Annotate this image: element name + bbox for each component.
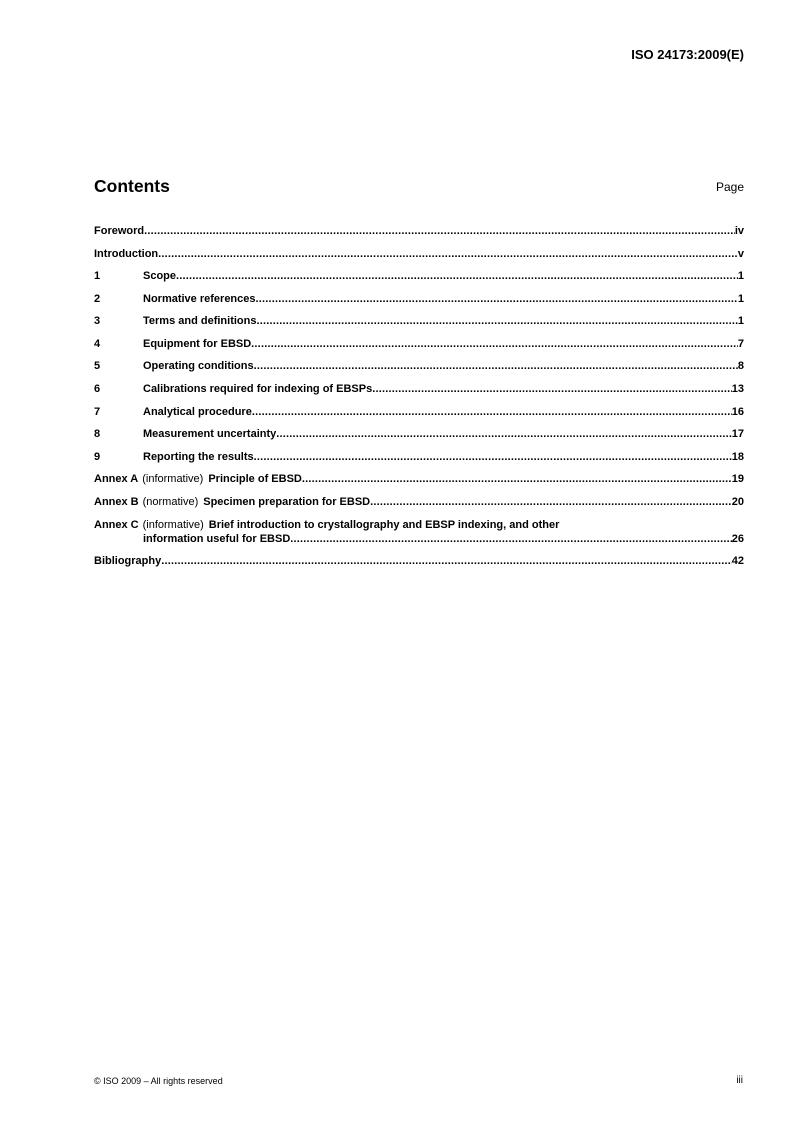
- leader-dots: [370, 496, 732, 508]
- leader-dots: [256, 293, 738, 305]
- toc-entry-page: 1: [737, 270, 744, 283]
- toc-entry-page: 18: [731, 450, 744, 463]
- toc-entry-number: 5: [94, 360, 101, 373]
- toc-entry-number: 1: [94, 270, 101, 283]
- leader-dots: [144, 225, 735, 237]
- toc-entry-title: Foreword: [94, 225, 145, 237]
- leader-dots: [251, 338, 738, 350]
- toc-entry-page: 1: [737, 292, 744, 305]
- leader-dots: [372, 383, 732, 395]
- toc-entry-bibliography[interactable]: [94, 555, 744, 567]
- toc-entry-number: 7: [94, 405, 101, 418]
- toc-entry-number: 9: [94, 450, 101, 463]
- leader-dots: [254, 360, 738, 372]
- annex-label: Annex B: [94, 495, 139, 508]
- toc-entry-number: 3: [94, 315, 101, 328]
- toc-entry-title: Scope: [143, 270, 177, 283]
- toc-entry-annex-a[interactable]: [94, 473, 744, 485]
- annex-type: (informative): [142, 518, 204, 531]
- leader-dots: [252, 406, 732, 418]
- toc-entry-title: Introduction: [94, 247, 159, 260]
- toc-entry-introduction[interactable]: [94, 248, 744, 260]
- toc-entry-title: [94, 496, 370, 508]
- toc-entry-title: Normative references: [143, 292, 256, 305]
- annex-label: Annex C: [94, 518, 139, 531]
- annex-title: Principle of EBSD: [208, 473, 302, 486]
- toc-entry-page: 19: [731, 473, 744, 486]
- toc-entry-annex-c[interactable]: [94, 519, 744, 546]
- annex-title-line1: Brief introduction to crystallography and EBSP indexing, and other: [208, 518, 560, 531]
- toc-entry-reporting-results[interactable]: [94, 451, 744, 463]
- toc-entry-page: 13: [731, 383, 744, 396]
- annex-c-first-line: [94, 519, 744, 531]
- footer-page-number: iii: [736, 1075, 743, 1086]
- toc-entry-title: Operating conditions: [143, 360, 254, 373]
- toc-entry-page: 42: [731, 555, 744, 568]
- toc-entry-calibrations[interactable]: [94, 383, 744, 395]
- toc-entry-number: 8: [94, 428, 101, 441]
- leader-dots: [276, 428, 731, 440]
- page-column-label: Page: [715, 180, 744, 194]
- leader-dots: [256, 315, 737, 327]
- toc-entry-title: Measurement uncertainty: [143, 428, 277, 441]
- toc-entry-title: Reporting the results: [143, 450, 254, 463]
- leader-dots: [290, 533, 731, 545]
- toc-entry-title: [94, 473, 302, 485]
- leader-dots: [254, 451, 732, 463]
- toc-entry-title: Analytical procedure: [143, 405, 252, 418]
- leader-dots: [158, 248, 738, 260]
- toc-entry-page: 17: [731, 428, 744, 441]
- contents-heading: Contents: [94, 176, 170, 196]
- toc-entry-page: 1: [737, 315, 744, 328]
- toc-entry-number: 2: [94, 292, 101, 305]
- toc-entry-operating-conditions[interactable]: [94, 360, 744, 372]
- annex-label: Annex A: [94, 473, 139, 486]
- leader-dots: [176, 270, 738, 282]
- toc-entry-title: Equipment for EBSD: [143, 337, 252, 350]
- leader-dots: [302, 473, 732, 485]
- toc-entry-number: 4: [94, 337, 101, 350]
- toc-entry-page: 16: [731, 405, 744, 418]
- annex-c-second-line: [94, 533, 744, 545]
- toc-entry-page: 8: [737, 360, 744, 373]
- annex-type: (informative): [142, 473, 204, 486]
- toc-entry-terms-and-definitions[interactable]: [94, 315, 744, 327]
- toc-entry-annex-b[interactable]: [94, 496, 744, 508]
- toc-entry-page: iv: [734, 225, 744, 237]
- toc-entry-measurement-uncertainty[interactable]: [94, 428, 744, 440]
- toc-entry-title: Bibliography: [94, 555, 162, 568]
- annex-type: (normative): [142, 495, 199, 508]
- toc-entry-equipment[interactable]: [94, 338, 744, 350]
- footer-copyright: © ISO 2009 – All rights reserved: [94, 1076, 223, 1086]
- document-id: ISO 24173:2009(E): [631, 47, 744, 62]
- leader-dots: [161, 555, 732, 567]
- toc-entry-page: 20: [731, 495, 744, 508]
- toc-entry-foreword[interactable]: [94, 225, 744, 237]
- toc-entry-page: 7: [737, 337, 744, 350]
- annex-title: Specimen preparation for EBSD: [203, 495, 371, 508]
- annex-title-line2: information useful for EBSD: [143, 532, 291, 545]
- table-of-contents: [94, 225, 744, 578]
- toc-entry-normative-references[interactable]: [94, 293, 744, 305]
- toc-entry-page: 26: [731, 532, 744, 545]
- toc-entry-number: 6: [94, 383, 101, 396]
- toc-entry-title: Terms and definitions: [143, 315, 257, 328]
- toc-entry-page: v: [737, 247, 744, 260]
- toc-entry-analytical-procedure[interactable]: [94, 406, 744, 418]
- toc-entry-title: Calibrations required for indexing of EBSPs: [143, 383, 373, 396]
- toc-entry-scope[interactable]: [94, 270, 744, 282]
